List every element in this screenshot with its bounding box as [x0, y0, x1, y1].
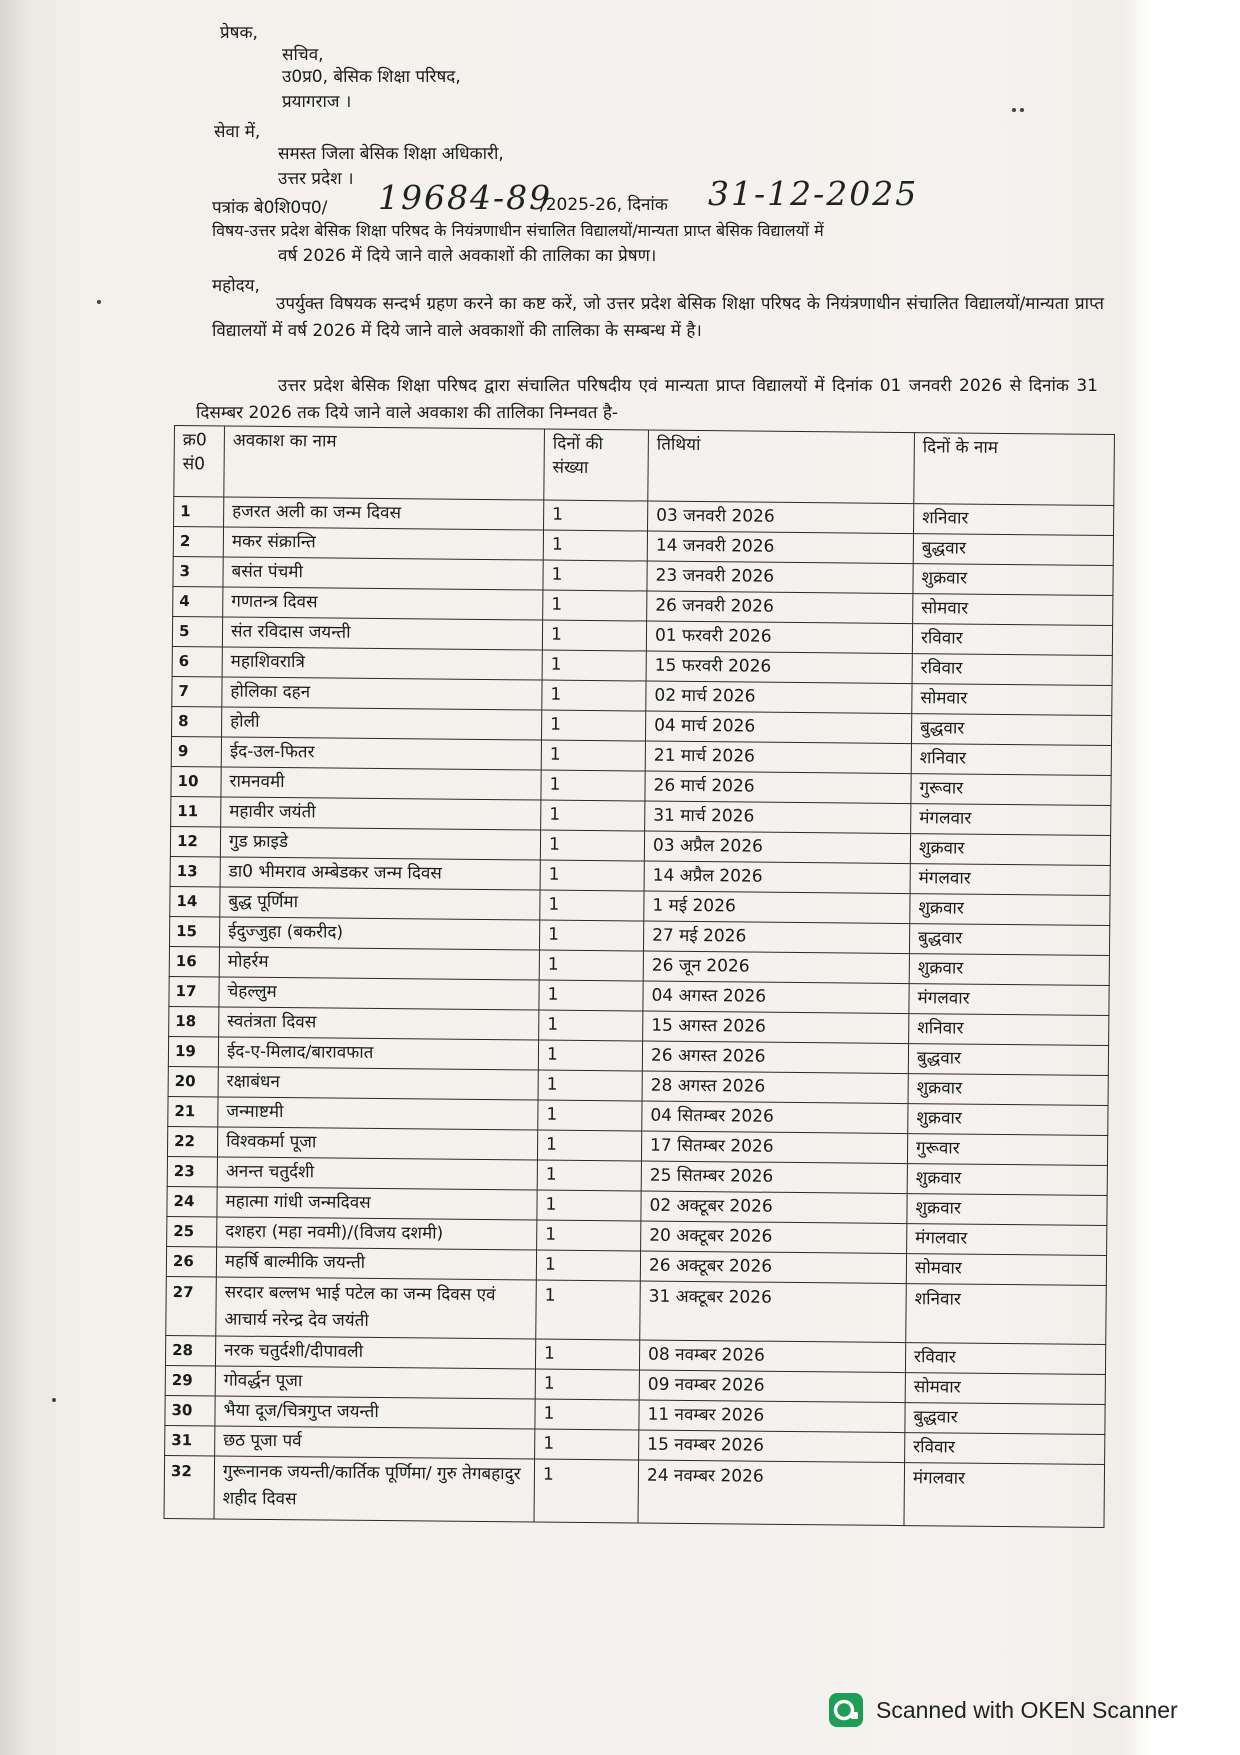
- holiday-weekday: शनिवार: [911, 744, 1111, 776]
- holiday-day-count: 1: [543, 560, 647, 591]
- holiday-name: हजरत अली का जन्म दिवस: [224, 497, 544, 530]
- holiday-weekday: शुक्रवार: [910, 894, 1110, 926]
- recipient-line-1: समस्त जिला बेसिक शिक्षा अधिकारी,: [278, 144, 504, 164]
- holiday-weekday: बुद्धवार: [913, 534, 1113, 566]
- holiday-weekday: शनिवार: [909, 1014, 1109, 1046]
- holiday-weekday: शुक्रवार: [907, 1194, 1107, 1226]
- holiday-serial-number: 9: [171, 736, 221, 766]
- holiday-date: 08 नवम्बर 2026: [639, 1340, 905, 1373]
- sender-label: प्रेषक,: [220, 23, 258, 43]
- holiday-day-count: 1: [538, 1040, 642, 1071]
- holiday-weekday: मंगलवार: [904, 1463, 1105, 1528]
- holiday-weekday: गुरूवार: [907, 1134, 1107, 1166]
- holiday-day-count: 1: [538, 1100, 642, 1131]
- holiday-date: 31 मार्च 2026: [645, 801, 911, 834]
- holiday-date: 02 अक्टूबर 2026: [641, 1191, 907, 1224]
- holiday-date: 17 सितम्बर 2026: [641, 1131, 907, 1164]
- holiday-name: सरदार बल्लभ भाई पटेल का जन्म दिवस एवं आचार्य नरेन्द्र देव जयंती: [216, 1277, 537, 1339]
- holiday-serial-number: 29: [165, 1365, 215, 1395]
- body-paragraph-1: उपर्युक्त विषयक सन्दर्भ ग्रहण करने का कष्ट करें, जो उत्तर प्रदेश बेसिक शिक्षा परिषद के नियंत्रणाधीन संचालित विद्यालयों/मान्यता प्राप्त विद्यालयों में वर्ष 2026 में दिये जाने वाले अवकाशों की तालिका के सम्बन्ध में है।: [212, 294, 1104, 341]
- holiday-day-count: 1: [539, 980, 643, 1011]
- holiday-weekday: बुद्धवार: [905, 1403, 1105, 1435]
- recipient-label: सेवा में,: [214, 122, 261, 142]
- holiday-date: 24 नवम्बर 2026: [638, 1460, 905, 1526]
- holiday-serial-number: 22: [167, 1126, 217, 1156]
- holiday-date: 20 अक्टूबर 2026: [641, 1221, 907, 1254]
- holiday-name: रामनवमी: [221, 767, 541, 800]
- holiday-date: 26 जून 2026: [643, 951, 909, 984]
- holiday-serial-number: 16: [169, 946, 219, 976]
- holiday-day-count: 1: [541, 770, 645, 801]
- scanner-credit-text: Scanned with OKEN Scanner: [876, 1696, 1178, 1723]
- holiday-day-count: 1: [535, 1369, 639, 1400]
- holiday-name: गणतन्त्र दिवस: [223, 587, 543, 620]
- holiday-name: गुरूनानक जयन्ती/कार्तिक पूर्णिमा/ गुरु तेगबहादुर शहीद दिवस: [214, 1456, 535, 1522]
- holiday-serial-number: 3: [173, 556, 223, 586]
- holiday-serial-number: 2: [173, 527, 223, 557]
- holiday-serial-number: 17: [169, 976, 219, 1006]
- scan-speck: [1012, 108, 1016, 112]
- holiday-serial-number: 23: [167, 1156, 217, 1186]
- header-serial-number: क्र0 सं0: [174, 426, 225, 497]
- holiday-weekday: रविवार: [905, 1343, 1105, 1375]
- recipient-line-2: उत्तर प्रदेश ।: [278, 169, 354, 189]
- holiday-weekday: रविवार: [905, 1433, 1105, 1465]
- holiday-name: रक्षाबंधन: [218, 1067, 538, 1100]
- holiday-weekday: शुक्रवार: [908, 1074, 1108, 1106]
- holiday-weekday: शुक्रवार: [909, 954, 1109, 986]
- holiday-weekday: रविवार: [912, 624, 1112, 656]
- holiday-date: 27 मई 2026: [643, 921, 909, 954]
- holiday-day-count: 1: [539, 920, 643, 951]
- holiday-name: होली: [222, 707, 542, 740]
- reference-mid: /2025-26, दिनांक: [540, 195, 668, 215]
- holiday-day-count: 1: [536, 1250, 640, 1281]
- holiday-date: 21 मार्च 2026: [645, 741, 911, 774]
- holiday-name: अनन्त चतुर्दशी: [217, 1157, 537, 1190]
- holiday-name: मोहर्रम: [219, 947, 539, 980]
- holiday-date: 14 अप्रैल 2026: [644, 861, 910, 894]
- holiday-serial-number: 15: [169, 916, 219, 946]
- holiday-serial-number: 24: [167, 1186, 217, 1216]
- holiday-name: दशहरा (महा नवमी)/(विजय दशमी): [217, 1217, 537, 1250]
- holiday-name: महात्मा गांधी जन्मदिवस: [217, 1187, 537, 1220]
- scan-speck: [1020, 108, 1024, 112]
- holiday-day-count: 1: [535, 1399, 639, 1430]
- holiday-serial-number: 25: [167, 1216, 217, 1246]
- holiday-date: 04 अगस्त 2026: [643, 981, 909, 1014]
- holiday-serial-number: 19: [168, 1036, 218, 1066]
- scan-speck: [52, 1398, 56, 1402]
- holiday-day-count: 1: [534, 1459, 639, 1523]
- holiday-name: गुड फ्राइडे: [220, 827, 540, 860]
- holiday-name: जन्माष्टमी: [218, 1097, 538, 1130]
- holiday-serial-number: 4: [173, 586, 223, 616]
- holiday-day-count: 1: [538, 1070, 642, 1101]
- holiday-serial-number: 20: [168, 1066, 218, 1096]
- holiday-date: 15 नवम्बर 2026: [639, 1430, 905, 1463]
- holiday-name: ईदुज्जुहा (बकरीद): [219, 917, 539, 950]
- holiday-weekday: रविवार: [912, 654, 1112, 686]
- holiday-serial-number: 14: [170, 886, 220, 916]
- holiday-serial-number: 7: [172, 676, 222, 706]
- oken-scanner-logo-icon: [828, 1692, 864, 1728]
- holiday-name: होलिका दहन: [222, 677, 542, 710]
- holiday-weekday: शुक्रवार: [907, 1164, 1107, 1196]
- holiday-date: 11 नवम्बर 2026: [639, 1400, 905, 1433]
- holiday-name: बसंत पंचमी: [223, 557, 543, 590]
- holiday-day-count: 1: [536, 1280, 641, 1340]
- scan-speck: [97, 300, 101, 304]
- holiday-serial-number: 30: [165, 1395, 215, 1425]
- holiday-day-count: 1: [539, 1010, 643, 1041]
- sender-line-1: सचिव,: [282, 45, 324, 65]
- holiday-weekday: गुरूवार: [911, 774, 1111, 806]
- holiday-name: गोवर्द्धन पूजा: [215, 1366, 535, 1399]
- holiday-date: 03 अप्रैल 2026: [644, 831, 910, 864]
- header-holiday-name: अवकाश का नाम: [224, 426, 545, 500]
- holiday-serial-number: 12: [170, 826, 220, 856]
- holiday-name: डा0 भीमराव अम्बेडकर जन्म दिवस: [220, 857, 540, 890]
- subject-line-2: वर्ष 2026 में दिये जाने वाले अवकाशों की तालिका का प्रेषण।: [278, 246, 657, 266]
- holiday-name: महर्षि बाल्मीकि जयन्ती: [216, 1247, 536, 1280]
- holiday-date: 14 जनवरी 2026: [647, 531, 913, 564]
- holiday-weekday: मंगलवार: [909, 984, 1109, 1016]
- holiday-serial-number: 13: [170, 856, 220, 886]
- holiday-day-count: 1: [537, 1190, 641, 1221]
- holiday-date: 09 नवम्बर 2026: [639, 1370, 905, 1403]
- holiday-day-count: 1: [540, 860, 644, 891]
- holiday-table-body: [164, 497, 1114, 1528]
- holiday-serial-number: 11: [171, 796, 221, 826]
- holiday-weekday: शनिवार: [906, 1284, 1107, 1345]
- holiday-serial-number: 27: [166, 1276, 217, 1335]
- holiday-weekday: बुद्धवार: [908, 1044, 1108, 1076]
- holiday-date: 31 अक्टूबर 2026: [640, 1281, 907, 1343]
- sender-line-3: प्रयागराज ।: [282, 92, 352, 112]
- holiday-day-count: 1: [541, 740, 645, 771]
- holiday-name: चेहल्लुम: [219, 977, 539, 1010]
- holiday-weekday: मंगलवार: [910, 864, 1110, 896]
- holiday-date: 26 अक्टूबर 2026: [640, 1251, 906, 1284]
- holiday-weekday: सोमवार: [912, 684, 1112, 716]
- holiday-weekday: बुद्धवार: [911, 714, 1111, 746]
- holiday-name: ईद-ए-मिलाद/बारावफात: [218, 1037, 538, 1070]
- holiday-date: 28 अगस्त 2026: [642, 1071, 908, 1104]
- salutation: महोदय,: [212, 276, 260, 296]
- holiday-name: बुद्ध पूर्णिमा: [220, 887, 540, 920]
- holiday-name: महाशिवरात्रि: [222, 647, 542, 680]
- holiday-weekday: सोमवार: [913, 594, 1113, 626]
- holiday-serial-number: 1: [174, 497, 224, 527]
- sender-line-2: उ0प्र0, बेसिक शिक्षा परिषद,: [282, 67, 461, 87]
- holiday-name: भैया दूज/चित्रगुप्त जयन्ती: [215, 1396, 535, 1429]
- holiday-weekday: मंगलवार: [911, 804, 1111, 836]
- holiday-row: [166, 1276, 1107, 1344]
- header-number-of-days: दिनों की संख्या: [544, 429, 649, 501]
- holiday-day-count: 1: [537, 1220, 641, 1251]
- holiday-date: 04 मार्च 2026: [645, 711, 911, 744]
- holiday-weekday: बुद्धवार: [909, 924, 1109, 956]
- holiday-day-count: 1: [542, 620, 646, 651]
- holiday-weekday: शनिवार: [913, 504, 1113, 536]
- holiday-day-count: 1: [543, 530, 647, 561]
- holiday-table-header: [174, 426, 1115, 506]
- holiday-name: छठ पूजा पर्व: [215, 1426, 535, 1459]
- holiday-weekday: शुक्रवार: [913, 564, 1113, 596]
- holiday-serial-number: 21: [168, 1096, 218, 1126]
- body-paragraph-2: उत्तर प्रदेश बेसिक शिक्षा परिषद द्वारा संचालित परिषदीय एवं मान्यता प्राप्त विद्यालयों में दिनांक 01 जनवरी 2026 से दिनांक 31 दिसम्बर 2026 तक दिये जाने वाले अवकाश की तालिका निम्नवत है-: [196, 376, 1098, 423]
- holiday-table: [163, 425, 1114, 1528]
- subject-line-1: विषय-उत्तर प्रदेश बेसिक शिक्षा परिषद के नियंत्रणाधीन संचालित विद्यालयों/मान्यता प्राप्त बेसिक विद्यालयों में: [212, 221, 824, 240]
- holiday-serial-number: 6: [172, 646, 222, 676]
- holiday-day-count: 1: [537, 1160, 641, 1191]
- header-dates: तिथियां: [648, 430, 915, 504]
- holiday-date: 15 फरवरी 2026: [646, 651, 912, 684]
- holiday-date: 25 सितम्बर 2026: [641, 1161, 907, 1194]
- holiday-weekday: शुक्रवार: [910, 834, 1110, 866]
- holiday-day-count: 1: [542, 650, 646, 681]
- holiday-name: ईद-उल-फितर: [221, 737, 541, 770]
- holiday-day-count: 1: [540, 830, 644, 861]
- holiday-day-count: 1: [537, 1130, 641, 1161]
- holiday-name: स्वतंत्रता दिवस: [219, 1007, 539, 1040]
- holiday-date: 15 अगस्त 2026: [643, 1011, 909, 1044]
- holiday-day-count: 1: [540, 890, 644, 921]
- holiday-day-count: 1: [539, 950, 643, 981]
- holiday-date: 26 अगस्त 2026: [642, 1041, 908, 1074]
- holiday-day-count: 1: [535, 1429, 639, 1460]
- holiday-serial-number: 32: [164, 1455, 215, 1518]
- holiday-name: मकर संक्रान्ति: [223, 527, 543, 560]
- holiday-date: 26 जनवरी 2026: [647, 591, 913, 624]
- holiday-day-count: 1: [541, 800, 645, 831]
- holiday-date: 23 जनवरी 2026: [647, 561, 913, 594]
- scanner-watermark: [828, 1692, 1178, 1728]
- holiday-day-count: 1: [541, 710, 645, 741]
- holiday-serial-number: 10: [171, 766, 221, 796]
- holiday-day-count: 1: [544, 500, 648, 531]
- holiday-name: महावीर जयंती: [221, 797, 541, 830]
- holiday-name: संत रविदास जयन्ती: [222, 617, 542, 650]
- reference-date-handwritten: 31-12-2025: [708, 174, 919, 213]
- holiday-date: 26 मार्च 2026: [645, 771, 911, 804]
- holiday-weekday: मंगलवार: [907, 1224, 1107, 1256]
- holiday-weekday: सोमवार: [905, 1373, 1105, 1405]
- reference-prefix: पत्रांक बे0शि0प0/: [212, 198, 328, 218]
- holiday-row: [164, 1455, 1105, 1527]
- holiday-date: 04 सितम्बर 2026: [642, 1101, 908, 1134]
- holiday-day-count: 1: [535, 1339, 639, 1370]
- holiday-day-count: 1: [542, 680, 646, 711]
- holiday-serial-number: 28: [165, 1335, 215, 1365]
- holiday-serial-number: 31: [165, 1425, 215, 1455]
- holiday-name: नरक चतुर्दशी/दीपावली: [215, 1336, 535, 1369]
- holiday-date: 03 जनवरी 2026: [648, 501, 914, 534]
- holiday-serial-number: 18: [169, 1006, 219, 1036]
- holiday-day-count: 1: [543, 590, 647, 621]
- holiday-serial-number: 5: [172, 616, 222, 646]
- holiday-date: 02 मार्च 2026: [646, 681, 912, 714]
- holiday-serial-number: 26: [166, 1246, 216, 1276]
- holiday-weekday: सोमवार: [906, 1254, 1106, 1286]
- holiday-weekday: शुक्रवार: [908, 1104, 1108, 1136]
- holiday-name: विश्वकर्मा पूजा: [217, 1127, 537, 1160]
- reference-number-handwritten: 19684-89: [378, 178, 553, 217]
- holiday-date: 1 मई 2026: [644, 891, 910, 924]
- holiday-date: 01 फरवरी 2026: [646, 621, 912, 654]
- header-day-names: दिनों के नाम: [914, 433, 1115, 506]
- holiday-serial-number: 8: [172, 706, 222, 736]
